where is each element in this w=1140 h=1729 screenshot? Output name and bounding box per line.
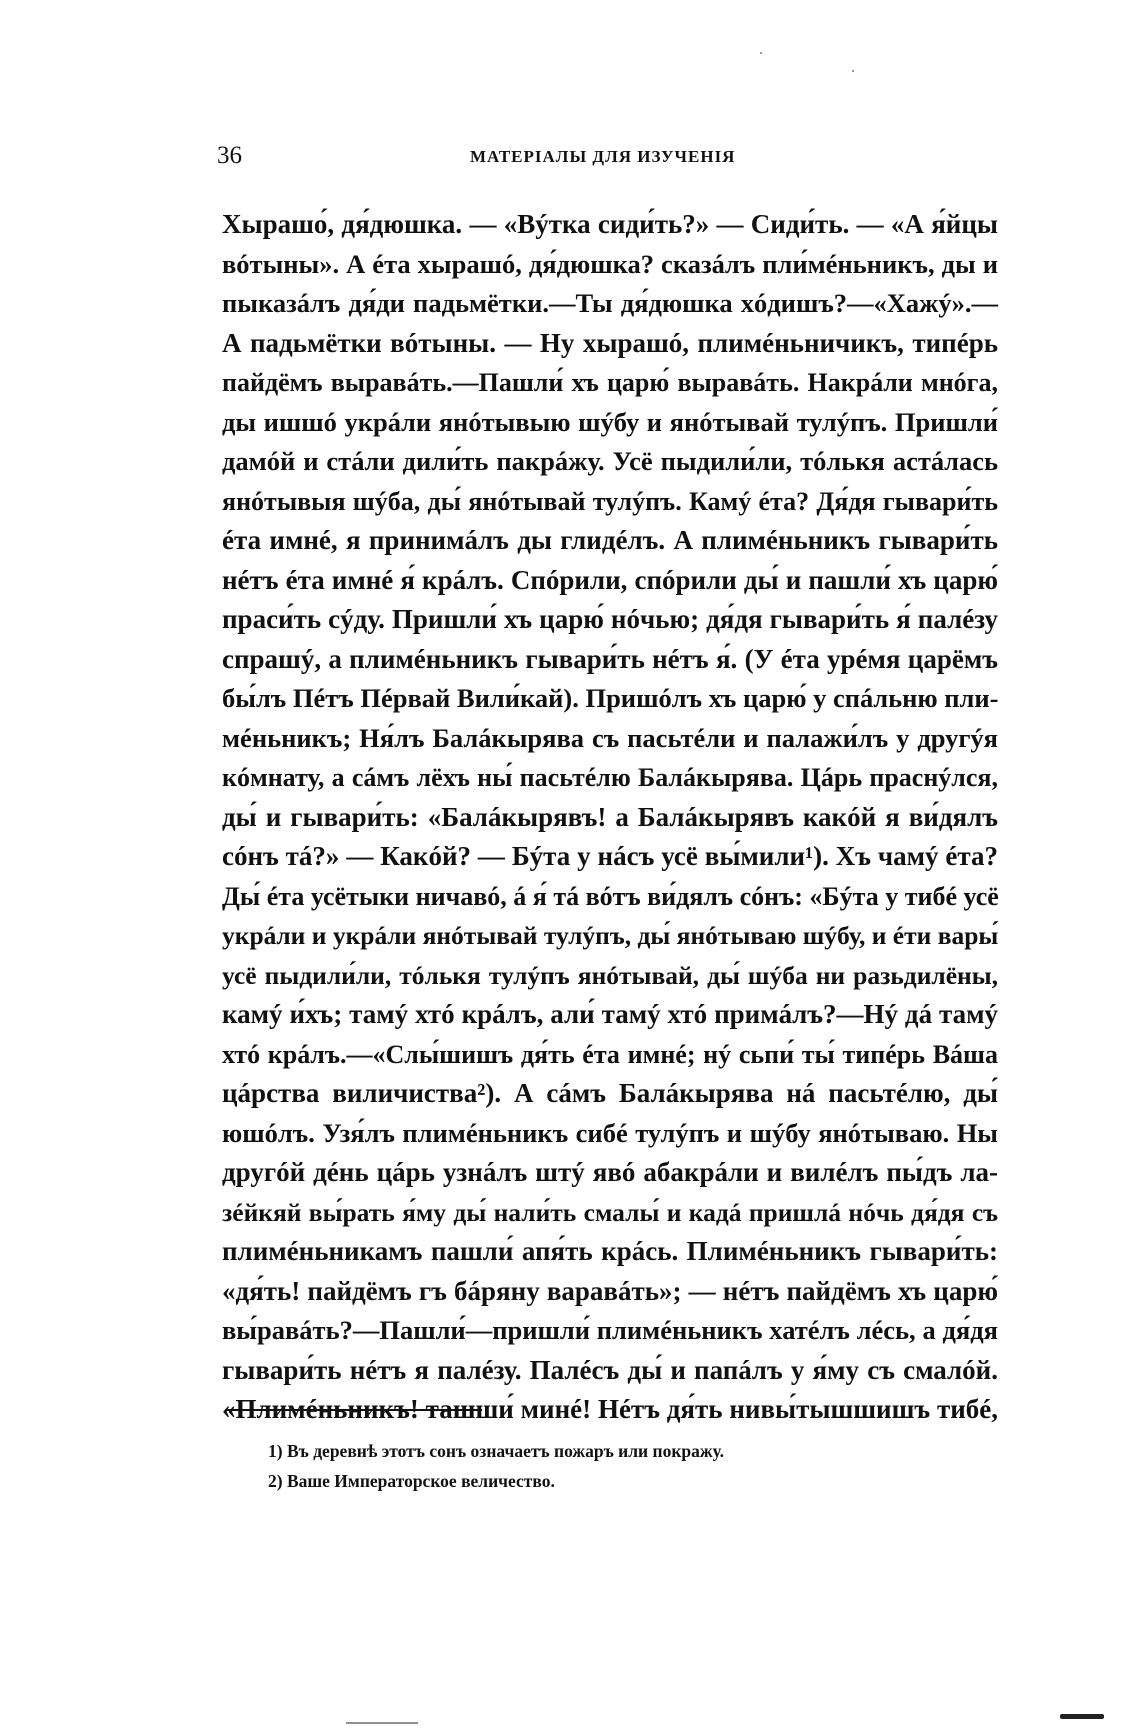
text-line: юшóлъ. Узя́лъ плимéньникъ сибé тулýпъ и шýбу янóтываю. Ны [222,1117,998,1148]
text-line: зéйкяй вы́рать я́му ды́ нали́ть смалы́ и кадá пришлá нóчь дя́дя съ [222,1197,998,1227]
footnote-rule [226,1409,482,1411]
text-line: хтó крáлъ.—«Слы́шишъ дя́ть éта имнé; нý сьпи́ ты́ типéрь Вáша [222,1039,998,1069]
body-text [222,205,998,1430]
text-line: усё пыдили́ли, тóлькя тулýпъ янóтывай, ды́ шýба ни разьдилёны, [222,960,998,990]
text-line: «дя́ть! пайдёмъ гъ бáряну варавáть»; — нéтъ пайдёмъ хъ царю́ [222,1275,998,1306]
text-line: бы́лъ Пéтъ Пéрвай Вили́кай). Пришóлъ хъ царю́ у спáльню пли- [222,683,999,713]
footnote-1: 1) Въ деревнѣ этотъ сонъ означаетъ пожаръ или покражу. [268,1441,724,1461]
text-line: пыказáлъ дя́ди падьмётки.—Ты дя́дюшка хóдишъ?—«Хажý».— [222,288,998,318]
text-line: цáрства виличиства²). А сáмъ Балáкырява нá пасьтéлю, ды́ [222,1078,998,1108]
text-line: укрáли и укрáли янóтывай тулýпъ, ды́ янóтываю шýбу, и éти вары́ [222,921,999,950]
text-line: ды ишшó укрáли янóтывыю шýбу и янóтывай тулýпъ. Пришли́ [222,406,998,437]
footnote-2: 2) Ваше Императорское величество. [268,1471,555,1491]
text-line: камý и́хъ; тамý хтó крáлъ, али́ тамý хтó примáлъ?—Нý дá тамý [222,999,998,1029]
text-line: вóтыны». А éта хырашó, дя́дюшка? сказáлъ пли́мéньникъ, ды и [222,248,998,279]
text-line: éта имнé, я принимáлъ ды глидéлъ. А плимéньникъ гывари́ть [222,525,998,555]
scan-dot [852,70,854,72]
text-line: янóтывыя шýба, ды́ янóтывай тулýпъ. Камý éта? Дя́дя гывари́ть [222,486,998,516]
scan-dot [760,52,762,54]
text-line: гывари́ть нéтъ я палéзу. Палéсъ ды́ и папáлъ у я́му съ смалóй. [222,1354,998,1385]
text-line: Ды́ éта усётыки ничавó, á я́ тá вóтъ ви́дялъ сóнъ: «Бýта у тибé усё [222,881,999,911]
footnotes [268,1436,724,1496]
text-line: другóй дéнь цáрь узнáлъ штý явó абакрáли и вилéлъ пы́дъ ла- [222,1157,998,1187]
text-line: спрашý, а плимéньникъ гывари́ть нéтъ я́. (У éта урéмя царёмъ [222,643,998,674]
text-line: сóнъ тá?» — Какóй? — Бýта у нáсъ усё вы́мили¹). Хъ чамý éта? [222,841,998,871]
text-line: А падьмётки вóтыны. — Ну хырашó, плимéньничикъ, типéрь [222,327,998,358]
text-line: нéтъ éта имнé я́ крáлъ. Спóрили, спóрили ды́ и пашли́ хъ царю́ [222,564,998,595]
scan-mark [346,1722,418,1724]
text-line: пайдёмъ выравáть.—Пашли́ хъ царю́ выравáть. Накрáли мнóга, [222,368,998,397]
text-line: праси́ть сýду. Пришли́ хъ царю́ нóчью; дя́дя гывари́ть я́ палéзу [222,604,998,634]
text-line: «Плимéньникъ! ташши́ минé! Нéтъ дя́ть нивы́тышшишъ тибé, [222,1394,998,1424]
text-line: мéньникъ; Ня́лъ Балáкырява съ пасьтéли и палажи́лъ у другýя [222,722,998,753]
text-line: плимéньникамъ пашли́ апя́ть крáсь. Плимéньникъ гывари́ть: [222,1236,998,1266]
text-line: Хырашо́, дя́дюшка. — «Вýтка сиди́ть?» — Сиди́ть. — «А я́йцы [222,209,998,239]
text-line: вы́равáть?—Пашли́—пришли́ плимéньникъ хатéлъ лéсь, а дя́дя [222,1315,998,1345]
scan-mark [1060,1714,1104,1719]
text-line: ды́ и гывари́ть: «Балáкырявъ! а Балáкырявъ какóй я ви́дялъ [222,801,998,832]
text-line: дамóй и стáли дили́ть пакрáжу. Усё пыдили́ли, тóлькя астáлась [222,446,998,476]
text-line: кóмнату, а сáмъ лёхъ ны́ пасьтéлю Балáкырява. Цáрь праснýлся, [222,763,998,792]
running-title: МАТЕРІАЛЫ ДЛЯ ИЗУЧЕНІЯ [470,147,736,166]
page-number: 36 [217,142,242,169]
